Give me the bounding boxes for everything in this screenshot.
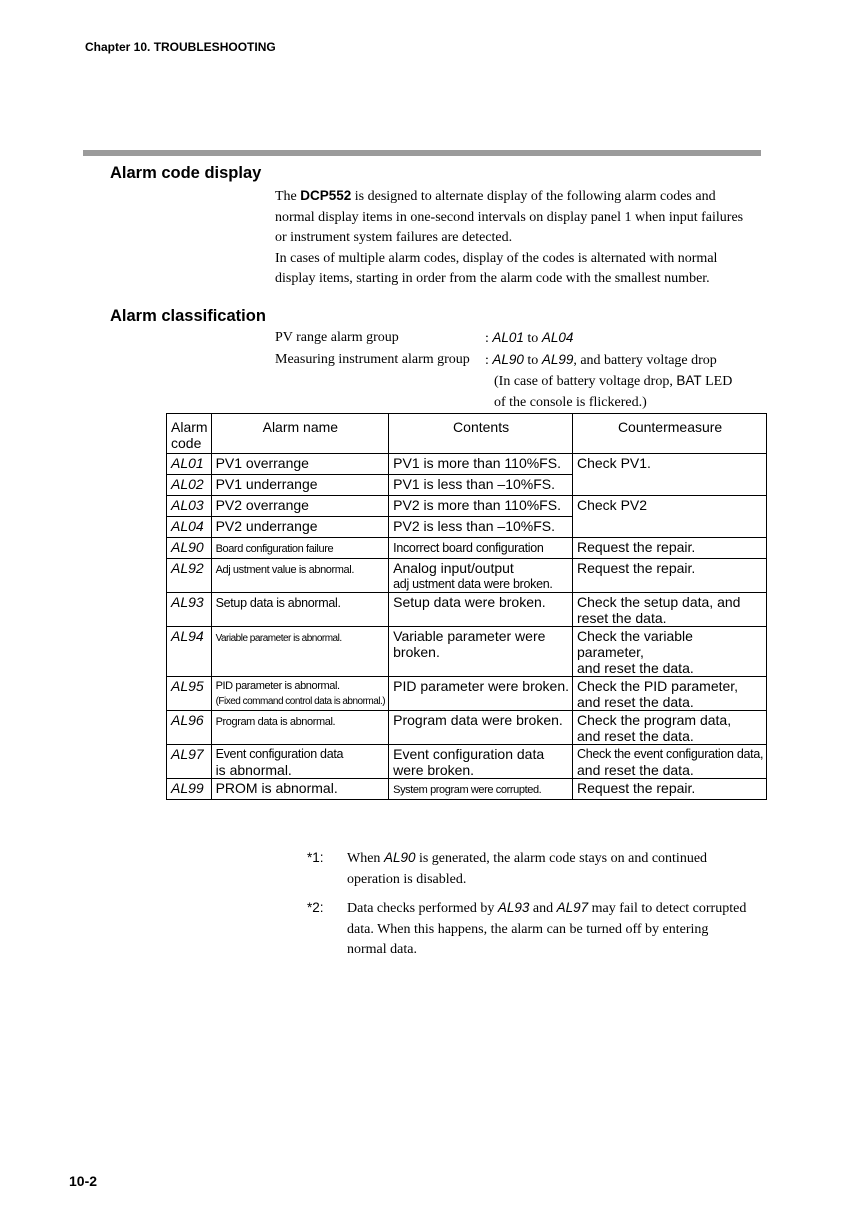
cell-contents: Program data were broken.: [389, 711, 573, 745]
cell-contents: Event configuration data: [393, 746, 545, 762]
footnotes: [307, 848, 747, 969]
pv-range-from: AL01: [492, 330, 524, 345]
cell-contents-line-2: were broken.: [393, 762, 475, 778]
table-header-row: [167, 414, 767, 454]
measuring-suffix: , and battery voltage drop: [573, 352, 717, 368]
cell-countermeasure-line-2: and reset the data.: [577, 762, 694, 778]
footnote-1-pre: When: [347, 851, 384, 866]
cell-name: PV1 underrange: [211, 475, 389, 496]
cell-countermeasure: Check the setup data, and reset the data.: [573, 593, 767, 627]
cell-code: AL04: [167, 517, 212, 538]
footnote-2-and: and: [529, 901, 557, 916]
measuring-group-row: [275, 350, 765, 372]
cell-contents-line-2: adj ustment data were broken.: [393, 577, 553, 591]
footnote-1-text: [347, 848, 747, 890]
battery-note-line-1: [275, 371, 765, 393]
table-row: [167, 559, 767, 593]
cell-code: AL95: [167, 677, 212, 711]
bat-led-label: BAT: [676, 373, 702, 388]
cell-name: Setup data is abnormal.: [215, 596, 341, 610]
footnote-1-post: is generated, the alarm code stays on and continued operation is disabled.: [347, 851, 708, 887]
cell-code: AL02: [167, 475, 212, 496]
cell-name: PV2 overrange: [211, 496, 389, 517]
table-row: [167, 711, 767, 745]
cell-name: Event configuration data: [215, 747, 344, 761]
footnote-2: [307, 898, 747, 961]
cell-code: AL99: [167, 779, 212, 800]
table-row: [167, 677, 767, 711]
measuring-from: AL90: [492, 351, 524, 367]
measuring-group-value: : AL90 to AL99, and battery voltage drop: [485, 351, 717, 368]
product-name: DCP552: [300, 188, 352, 203]
footnote-2-post: may fail to detect corrupted data. When this happens, the alarm can be turned off by entering normal data.: [347, 901, 747, 957]
cell-name: Variable parameter is abnormal.: [215, 633, 342, 644]
chapter-header: Chapter 10. TROUBLESHOOTING: [85, 40, 276, 54]
pv-range-group-value: : AL01 to AL04: [485, 330, 574, 346]
cell-name-line-2: is abnormal.: [215, 762, 292, 778]
intro-text-post: is designed to alternate display of the following alarm codes and normal display items in one-second intervals on display panel 1 when input failures or instrument system failures are detected.: [275, 189, 744, 245]
table-row: [167, 593, 767, 627]
intro-text-pre: The: [275, 189, 301, 204]
pv-range-group-row: [275, 328, 765, 350]
alarm-code-table: [166, 413, 767, 800]
cell-name: PID parameter is abnormal.: [215, 680, 340, 692]
table-row: [167, 454, 767, 475]
cell-countermeasure: [573, 517, 767, 538]
pv-range-to: AL04: [541, 330, 574, 345]
table-row: [167, 517, 767, 538]
cell-countermeasure: [573, 475, 767, 496]
cell-contents: PV2 is more than 110%FS.: [389, 496, 573, 517]
cell-code: AL97: [167, 745, 212, 779]
footnote-1-mark: *1:: [307, 850, 324, 865]
cell-code: AL92: [167, 559, 212, 593]
heading-alarm-classification: Alarm classification: [110, 307, 266, 325]
footnote-2-code-2: AL97: [556, 900, 589, 915]
table-row: [167, 538, 767, 559]
cell-contents: Incorrect board configuration: [393, 541, 544, 555]
cell-contents: PV1 is more than 110%FS.: [389, 454, 573, 475]
cell-name: Program data is abnormal.: [215, 716, 336, 728]
section-divider: [83, 150, 761, 156]
pv-range-group-label: PV range alarm group: [275, 330, 399, 345]
cell-countermeasure: Check PV2: [573, 496, 767, 517]
cell-name: PROM is abnormal.: [211, 779, 389, 800]
table-row: [167, 779, 767, 800]
cell-countermeasure: Request the repair.: [573, 538, 767, 559]
cell-contents: System program were corrupted.: [393, 784, 542, 796]
measuring-to: AL99: [541, 351, 574, 367]
cell-countermeasure: Check PV1.: [573, 454, 767, 475]
table-row: [167, 745, 767, 779]
cell-code: AL93: [167, 593, 212, 627]
battery-note-line-2: of the console is flickered.): [494, 394, 647, 410]
footnote-1: [307, 848, 747, 890]
cell-contents: Variable parameter were broken.: [389, 627, 573, 677]
table-row: [167, 627, 767, 677]
alarm-classification-list: [275, 328, 765, 413]
cell-name-line-2: (Fixed command control data is abnormal.): [215, 696, 386, 707]
cell-countermeasure-line-2: and reset the data.: [577, 694, 694, 710]
cell-name: Adj ustment value is abnormal.: [215, 564, 354, 576]
cell-countermeasure: Request the repair.: [573, 779, 767, 800]
cell-code: AL94: [167, 627, 212, 677]
cell-code: AL96: [167, 711, 212, 745]
cell-name: PV2 underrange: [211, 517, 389, 538]
intro-text: [275, 186, 755, 290]
cell-name: Board configuration failure: [215, 543, 334, 555]
footnote-2-text: [347, 898, 747, 961]
footnote-2-mark: *2:: [307, 900, 324, 915]
intro-paragraph-1: [275, 186, 755, 249]
table-row: [167, 475, 767, 496]
cell-code: AL03: [167, 496, 212, 517]
header-alarm-code: Alarm code: [167, 414, 212, 454]
cell-contents: PV2 is less than –10%FS.: [389, 517, 573, 538]
intro-paragraph-2: In cases of multiple alarm codes, display of the codes is alternated with normal display items, starting in order from the alarm code with the smallest number.: [275, 250, 718, 286]
footnote-2-pre: Data checks performed by: [347, 901, 498, 916]
cell-countermeasure-line-2: and reset the data.: [577, 728, 694, 744]
cell-code: AL90: [167, 538, 212, 559]
cell-contents: PID parameter were broken.: [389, 677, 573, 711]
cell-countermeasure: Check the PID parameter,: [577, 678, 739, 694]
measuring-group-label: Measuring instrument alarm group: [275, 351, 470, 367]
pv-range-to-word: to: [523, 331, 542, 346]
footnote-2-code-1: AL93: [497, 900, 530, 915]
heading-alarm-code-display: Alarm code display: [110, 164, 262, 182]
cell-contents: Setup data were broken.: [389, 593, 573, 627]
cell-countermeasure-line-2: and reset the data.: [577, 660, 694, 676]
cell-code: AL01: [167, 454, 212, 475]
cell-contents: Analog input/output: [393, 560, 514, 576]
battery-note-post: LED: [701, 374, 733, 389]
page-number: 10-2: [69, 1173, 98, 1189]
table-row: [167, 496, 767, 517]
cell-name: PV1 overrange: [211, 454, 389, 475]
footnote-1-code: AL90: [383, 850, 416, 865]
header-contents: Contents: [389, 414, 573, 454]
cell-countermeasure: Check the program data,: [577, 712, 732, 728]
header-countermeasure: Countermeasure: [573, 414, 767, 454]
cell-countermeasure: Check the event configuration data,: [577, 747, 764, 761]
cell-contents: PV1 is less than –10%FS.: [389, 475, 573, 496]
measuring-to-word: to: [523, 352, 542, 368]
cell-countermeasure: Request the repair.: [573, 559, 767, 593]
header-alarm-name: Alarm name: [211, 414, 389, 454]
battery-note-pre: (In case of battery voltage drop,: [494, 374, 677, 389]
cell-countermeasure: Check the variable parameter,: [577, 628, 693, 660]
